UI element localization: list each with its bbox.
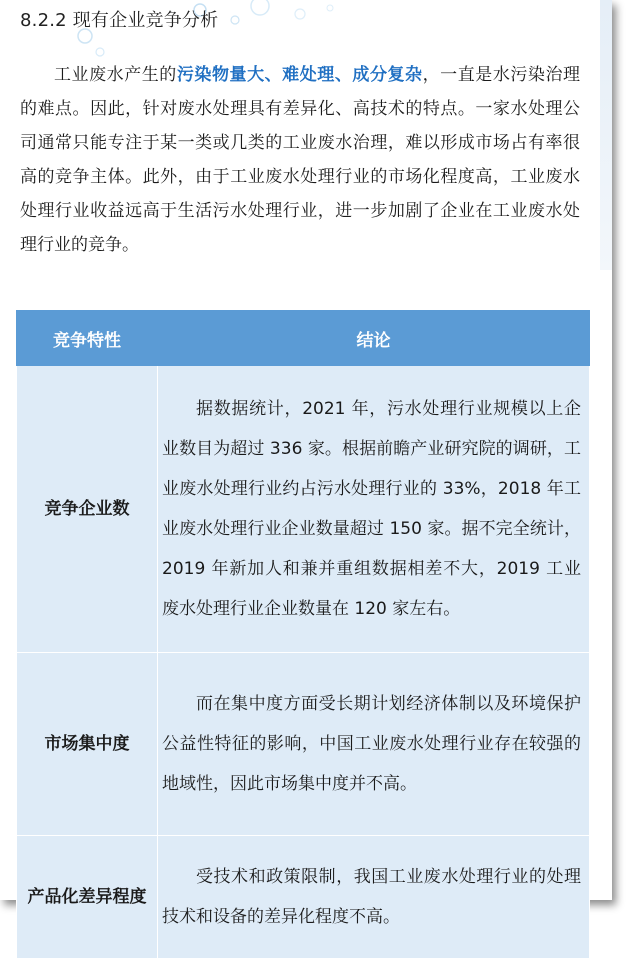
table-row <box>17 653 590 836</box>
header-conclusion: 结论 <box>158 311 590 366</box>
row-text: 而在集中度方面受长期计划经济体制以及环境保护公益性特征的影响，中国工业废水处理行业存在较强的地域性，因此市场集中度并不高。 <box>158 653 590 836</box>
competition-table <box>16 310 590 959</box>
header-feature: 竞争特性 <box>17 311 158 366</box>
table-row <box>17 836 590 959</box>
paragraph-lead: 工业废水产生的 <box>54 65 177 85</box>
row-label: 产品化差异程度 <box>17 836 158 959</box>
row-label: 市场集中度 <box>17 653 158 836</box>
table-row <box>17 366 590 653</box>
table-header-row <box>17 311 590 366</box>
row-text: 受技术和政策限制，我国工业废水处理行业的处理技术和设备的差异化程度不高。 <box>158 836 590 959</box>
paragraph-rest: ，一直是水污染治理的难点。因此，针对废水处理具有差异化、高技术的特点。一家水处理公司通常只能专注于某一类或几类的工业废水治理，难以形成市场占有率很高的竞争主体。此外，由于工业废水处理行业的市场化程度高，工业废水处理行业收益远高于生活污水处理行业，进一步加剧了企业在工业废水处理行业的竞争。 <box>20 65 581 255</box>
paragraph-highlight: 污染物量大、难处理、成分复杂 <box>176 65 423 85</box>
row-label: 竞争企业数 <box>17 366 158 653</box>
row-text: 据数据统计，2021 年，污水处理行业规模以上企业数目为超过 336 家。根据前瞻产业研究院的调研，工业废水处理行业约占污水处理行业的 33%，2018 年工业废水处理行业企业数量超过 150 家。据不完全统计，2019 年新加人和兼并重组数据相差不大，2019 工业废水处理行业企业数量在 120 家左右。 <box>158 366 590 653</box>
intro-paragraph <box>20 58 580 262</box>
section-heading: 8.2.2 现有企业竞争分析 <box>20 10 219 31</box>
decorative-side-strip <box>600 0 612 270</box>
